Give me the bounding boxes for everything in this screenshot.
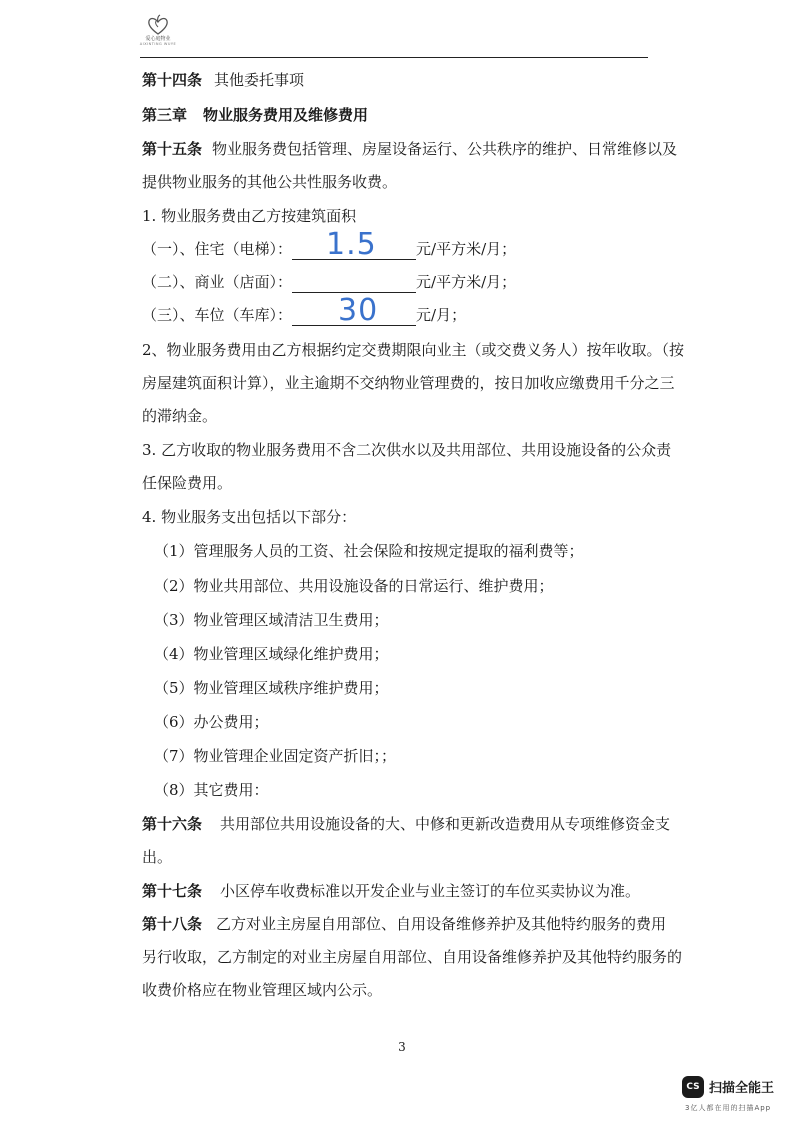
fee-commercial-row	[142, 272, 516, 293]
article-17	[142, 881, 640, 901]
logo-subtext: AIXINTING WUYE	[139, 42, 177, 46]
item-4-sub-8: （8）其它费用：	[154, 781, 269, 799]
fee-parking-unit: 元/月；	[416, 306, 467, 324]
item-4-sub-7: （7）物业管理企业固定资产折旧；；	[154, 747, 397, 765]
fee-parking-label: （三）、车位（车库）：	[142, 306, 293, 324]
fee-parking-blank	[292, 293, 416, 328]
article-16-number: 第十六条	[142, 815, 203, 833]
scanner-watermark	[682, 1076, 782, 1116]
article-15-text-1: 物业服务费包括管理、房屋设备运行、公共秩序的维护、日常维修以及	[212, 140, 678, 158]
item-2-line-3: 的滞纳金。	[142, 407, 218, 425]
lotus-heart-icon	[146, 14, 170, 36]
item-3-line-2: 任保险费用。	[142, 474, 233, 492]
item-3-line-1: 3. 乙方收取的物业服务费用不含二次供水以及共用部位、共用设施设备的公众责	[142, 441, 672, 459]
company-logo	[128, 14, 188, 54]
item-1: 1. 物业服务费由乙方按建筑面积	[142, 207, 357, 225]
article-18-text-1: 乙方对业主房屋自用部位、自用设备维修养护及其他特约服务的费用	[216, 915, 667, 933]
article-14	[142, 70, 304, 90]
logo-text: 爱心庭物业	[145, 36, 171, 42]
item-4-intro: 4. 物业服务支出包括以下部分：	[142, 508, 357, 526]
article-15-number: 第十五条	[142, 140, 203, 158]
article-17-number: 第十七条	[142, 882, 203, 900]
fee-residential-blank	[292, 227, 416, 262]
item-4-sub-5: （5）物业管理区域秩序维护费用；	[154, 679, 389, 697]
chapter-3-number: 第三章	[142, 106, 188, 124]
article-17-text: 小区停车收费标准以开发企业与业主签订的车位买卖协议为准。	[220, 882, 641, 900]
header-rule	[140, 57, 648, 58]
page-number: 3	[398, 1040, 406, 1054]
article-18-line-3: 收费价格应在物业管理区域内公示。	[142, 981, 383, 999]
article-14-number: 第十四条	[142, 71, 203, 89]
chapter-3-title: 物业服务费用及维修费用	[203, 106, 369, 124]
article-18-line-2: 另行收取，乙方制定的对业主房屋自用部位、自用设备维修养护及其他特约服务的	[142, 948, 683, 966]
item-2-line-2: 房屋建筑面积计算），业主逾期不交纳物业管理费的，按日加收应缴费用千分之三	[142, 374, 675, 392]
article-14-text: 其他委托事项	[214, 71, 305, 89]
article-18-number: 第十八条	[142, 915, 203, 933]
fee-parking-row	[142, 293, 467, 328]
item-4-sub-1: （1）管理服务人员的工资、社会保险和按规定提取的福利费等；	[154, 542, 584, 560]
fee-residential-label: （一）、住宅（电梯）：	[142, 240, 293, 258]
chapter-3-heading	[142, 105, 368, 125]
article-15-line-2: 提供物业服务的其他公共性服务收费。	[142, 173, 398, 191]
fee-commercial-label: （二）、商业（店面）：	[142, 273, 293, 291]
fee-commercial-blank	[292, 272, 416, 293]
watermark-tagline: 3亿人都在用的扫描App	[685, 1104, 772, 1112]
watermark-name: 扫描全能王	[709, 1081, 775, 1096]
item-4-sub-6: （6）办公费用；	[154, 713, 269, 731]
fee-parking-value: 30	[338, 293, 379, 328]
article-18-line-1	[142, 914, 667, 934]
camscanner-icon: CS	[682, 1076, 704, 1098]
item-2-line-1: 2、物业服务费用由乙方根据约定交费期限向业主（或交费义务人）按年收取。（按	[142, 341, 685, 359]
article-15-line-1	[142, 139, 678, 159]
article-16-text-1: 共用部位共用设施设备的大、中修和更新改造费用从专项维修资金支	[220, 815, 671, 833]
item-4-sub-2: （2）物业共用部位、共用设施设备的日常运行、维护费用；	[154, 577, 554, 595]
fee-residential-unit: 元/平方米/月；	[416, 240, 517, 258]
article-16-line-1	[142, 814, 671, 834]
item-4-sub-4: （4）物业管理区域绿化维护费用；	[154, 645, 389, 663]
item-4-sub-3: （3）物业管理区域清洁卫生费用；	[154, 611, 389, 629]
fee-residential-row	[142, 227, 517, 262]
fee-residential-value: 1.5	[326, 227, 377, 262]
fee-commercial-unit: 元/平方米/月；	[416, 273, 517, 291]
article-16-line-2: 出。	[142, 848, 173, 866]
